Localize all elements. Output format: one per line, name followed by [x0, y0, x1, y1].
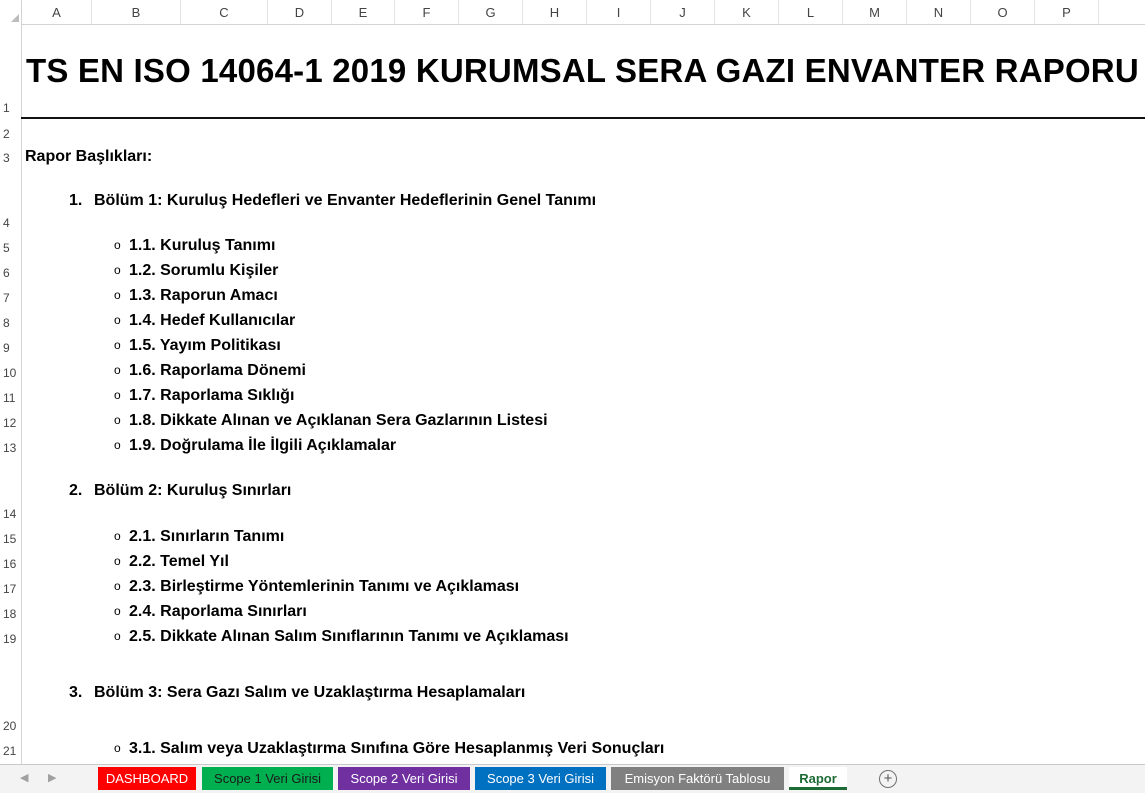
column-header-a[interactable]: A — [22, 0, 92, 24]
row-header-6[interactable]: 6 — [3, 266, 10, 280]
report-title: TS EN ISO 14064-1 2019 KURUMSAL SERA GAZI ENVANTER RAPORU — [26, 52, 1139, 89]
bullet-icon: o — [114, 413, 121, 427]
row-header-20[interactable]: 20 — [3, 719, 17, 733]
bullet-icon: o — [114, 741, 121, 755]
column-header-p[interactable]: P — [1035, 0, 1099, 24]
section-label: Bölüm 1: Kuruluş Hedefleri ve Envanter Hedeflerinin Genel Tanımı — [94, 192, 597, 209]
row-header-11[interactable]: 11 — [3, 391, 16, 405]
column-header-m[interactable]: M — [843, 0, 907, 24]
row-header-19[interactable]: 19 — [3, 632, 17, 646]
column-header-g[interactable]: G — [459, 0, 523, 24]
row-header-10[interactable]: 10 — [3, 366, 17, 380]
item-label: 1.4. Hedef Kullanıcılar — [129, 312, 296, 329]
row-header-17[interactable]: 17 — [3, 582, 17, 596]
column-header-o[interactable]: O — [971, 0, 1035, 24]
column-header-b[interactable]: B — [92, 0, 181, 24]
bullet-icon: o — [114, 238, 121, 252]
row-header-7[interactable]: 7 — [3, 291, 10, 305]
column-header-k[interactable]: K — [715, 0, 779, 24]
row-header-5[interactable]: 5 — [3, 241, 10, 255]
row-header-1[interactable]: 1 — [3, 101, 10, 115]
item-label: 1.3. Raporun Amacı — [129, 287, 278, 304]
sheet-tab-emission-factors[interactable]: Emisyon Faktörü Tablosu — [611, 767, 784, 790]
row-header-21[interactable]: 21 — [3, 744, 17, 758]
sheet-tab-rapor[interactable]: Rapor — [789, 767, 847, 790]
bullet-icon: o — [114, 363, 121, 377]
column-header-f[interactable]: F — [395, 0, 459, 24]
column-header-n[interactable]: N — [907, 0, 971, 24]
column-header-bar — [0, 0, 1145, 25]
column-header-d[interactable]: D — [268, 0, 332, 24]
row-header-18[interactable]: 18 — [3, 607, 17, 621]
bullet-icon: o — [114, 288, 121, 302]
row-header-13[interactable]: 13 — [3, 441, 17, 455]
bullet-icon: o — [114, 313, 121, 327]
item-label: 2.3. Birleştirme Yöntemlerinin Tanımı ve Açıklaması — [129, 578, 520, 595]
item-label: 2.2. Temel Yıl — [129, 553, 229, 570]
item-label: 2.1. Sınırların Tanımı — [129, 528, 285, 545]
row-header-4[interactable]: 4 — [3, 216, 10, 230]
item-label: 3.1. Salım veya Uzaklaştırma Sınıfına Göre Hesaplanmış Veri Sonuçları — [129, 740, 665, 757]
section-label: Bölüm 2: Kuruluş Sınırları — [94, 482, 292, 499]
plus-circle-icon[interactable]: + — [879, 770, 897, 788]
column-header-l[interactable]: L — [779, 0, 843, 24]
section-number: 1. — [69, 192, 83, 209]
column-header-j[interactable]: J — [651, 0, 715, 24]
section-number: 2. — [69, 482, 83, 499]
item-label: 1.6. Raporlama Dönemi — [129, 362, 306, 379]
row-header-14[interactable]: 14 — [3, 507, 17, 521]
column-header-i[interactable]: I — [587, 0, 651, 24]
item-label: 1.2. Sorumlu Kişiler — [129, 262, 279, 279]
row-header-3[interactable]: 3 — [3, 151, 10, 165]
sheet-tab-scope-3[interactable]: Scope 3 Veri Girisi — [475, 767, 606, 790]
row-header-16[interactable]: 16 — [3, 557, 17, 571]
item-label: 1.7. Raporlama Sıklığı — [129, 387, 295, 404]
row-header-bar — [0, 24, 22, 764]
bullet-icon: o — [114, 388, 121, 402]
row-header-2[interactable]: 2 — [3, 127, 10, 141]
report-headings-label: Rapor Başlıkları: — [25, 148, 153, 165]
item-label: 2.5. Dikkate Alınan Salım Sınıflarının Tanımı ve Açıklaması — [129, 628, 569, 645]
section-label: Bölüm 3: Sera Gazı Salım ve Uzaklaştırma Hesaplamaları — [94, 684, 526, 701]
bullet-icon: o — [114, 579, 121, 593]
column-header-c[interactable]: C — [181, 0, 268, 24]
row-header-15[interactable]: 15 — [3, 532, 17, 546]
title-bottom-border — [21, 117, 1145, 119]
column-header-h[interactable]: H — [523, 0, 587, 24]
sheet-tab-bar — [0, 764, 1145, 793]
item-label: 1.1. Kuruluş Tanımı — [129, 237, 276, 254]
row-header-9[interactable]: 9 — [3, 341, 10, 355]
bullet-icon: o — [114, 338, 121, 352]
bullet-icon: o — [114, 263, 121, 277]
chevron-right-icon[interactable]: ▶ — [48, 772, 57, 784]
bullet-icon: o — [114, 604, 121, 618]
bullet-icon: o — [114, 438, 121, 452]
bullet-icon: o — [114, 629, 121, 643]
row-header-12[interactable]: 12 — [3, 416, 17, 430]
bullet-icon: o — [114, 554, 121, 568]
select-all-triangle-icon — [11, 14, 19, 22]
column-header-e[interactable]: E — [332, 0, 395, 24]
select-all-corner[interactable] — [0, 0, 22, 24]
row-header-8[interactable]: 8 — [3, 316, 10, 330]
sheet-tab-dashboard[interactable]: DASHBOARD — [98, 767, 196, 790]
chevron-left-icon[interactable]: ◀ — [20, 772, 29, 784]
sheet-tab-scope-1[interactable]: Scope 1 Veri Girisi — [202, 767, 333, 790]
sheet-tab-scope-2[interactable]: Scope 2 Veri Girisi — [338, 767, 470, 790]
item-label: 1.9. Doğrulama İle İlgili Açıklamalar — [129, 437, 397, 454]
item-label: 2.4. Raporlama Sınırları — [129, 603, 307, 620]
section-number: 3. — [69, 684, 83, 701]
item-label: 1.8. Dikkate Alınan ve Açıklanan Sera Gazlarının Listesi — [129, 412, 548, 429]
item-label: 1.5. Yayım Politikası — [129, 337, 281, 354]
bullet-icon: o — [114, 529, 121, 543]
